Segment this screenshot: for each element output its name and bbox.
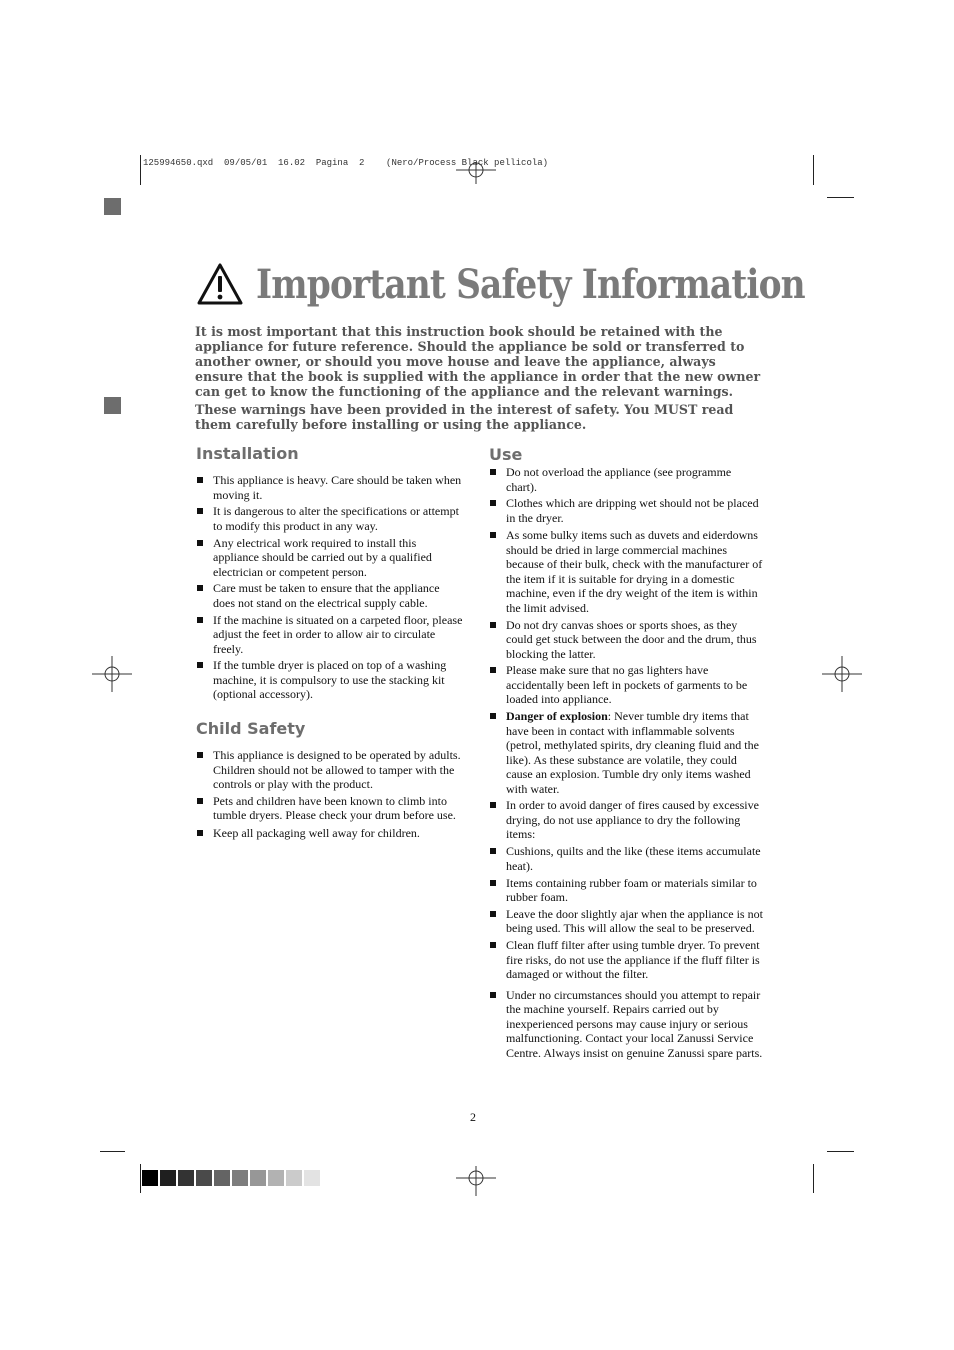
color-swatch bbox=[196, 1170, 212, 1186]
color-swatch bbox=[304, 1170, 320, 1186]
warning-triangle-icon bbox=[196, 262, 244, 306]
list-item: Cushions, quilts and the like (these items accumulate heat). bbox=[489, 844, 764, 873]
installation-heading: Installation bbox=[196, 444, 299, 463]
explosion-text: Never tumble dry items that have been in contact with inflammable solvents (petrol, methylated spirits, dry cleaning fluid and the like). As these substance are volatile, they could cause an explosion. Tumble dry only items washed with water. bbox=[506, 709, 759, 796]
gray-square bbox=[104, 198, 121, 215]
list-item: Keep all packaging well away for children. bbox=[196, 826, 464, 841]
title-block bbox=[196, 254, 894, 314]
list-item: Please make sure that no gas lighters have accidentally been left in pockets of garments to be loaded into appliance. bbox=[489, 663, 764, 707]
crop-mark bbox=[813, 155, 814, 185]
list-item: This appliance is designed to be operated by adults. Children should not be allowed to tamper with the controls or play with the product. bbox=[196, 748, 464, 792]
page-title: Important Safety Information bbox=[256, 260, 805, 308]
crop-mark bbox=[100, 1151, 125, 1152]
crop-mark bbox=[827, 197, 854, 198]
intro-text bbox=[195, 324, 765, 435]
list-item: If the machine is situated on a carpeted floor, please adjust the feet in order to allow air to circulate freely. bbox=[196, 613, 464, 657]
color-swatch bbox=[232, 1170, 248, 1186]
list-item: It is dangerous to alter the specifications or attempt to modify this product in any way. bbox=[196, 504, 464, 533]
list-item bbox=[489, 709, 764, 796]
color-swatch bbox=[250, 1170, 266, 1186]
registration-target-icon bbox=[456, 150, 496, 190]
list-item: Clean fluff filter after using tumble dryer. To prevent fire risks, do not use the appliance if the fluff filter is damaged or without the filter. bbox=[489, 938, 764, 982]
registration-target-icon bbox=[456, 1158, 496, 1198]
list-item: As some bulky items such as duvets and eiderdowns should be dried in large commercial machines because of their bulk, check with the manufacturer of the item if it is suitable for drying in a domestic machine, even if the dry weight of the item is within the limit advised. bbox=[489, 528, 764, 615]
intro-paragraph: It is most important that this instruction book should be retained with the appliance for future reference. Should the appliance be sold or transferred to another owner, or should you move house and leave the appliance, always ensure that the book is supplied with the appliance in order that the new owner can get to know the functioning of the appliance and the relevant warnings. bbox=[195, 324, 761, 399]
list-item: If the tumble dryer is placed on top of a washing machine, it is compulsory to use the stacking kit (optional accessory). bbox=[196, 658, 464, 702]
color-swatch bbox=[268, 1170, 284, 1186]
crop-mark bbox=[140, 155, 141, 185]
intro-paragraph: These warnings have been provided in the interest of safety. You MUST read them carefully before installing or using the appliance. bbox=[195, 402, 734, 432]
registration-target-icon bbox=[822, 654, 862, 694]
list-item: Pets and children have been known to climb into tumble dryers. Please check your drum before use. bbox=[196, 794, 464, 823]
use-list bbox=[489, 465, 764, 1062]
explosion-label: Danger of explosion bbox=[506, 709, 608, 724]
color-swatch bbox=[214, 1170, 230, 1186]
list-item: Any electrical work required to install this appliance should be carried out by a qualified electrician or competent person. bbox=[196, 536, 464, 580]
list-item: Care must be taken to ensure that the appliance does not stand on the electrical supply cable. bbox=[196, 581, 464, 610]
list-item: Clothes which are dripping wet should not be placed in the dryer. bbox=[489, 496, 764, 525]
printer-slug: 125994650.qxd 09/05/01 16.02 Pagina 2 (Nero/Process Black pellicola) bbox=[143, 158, 549, 168]
crop-mark bbox=[827, 1151, 854, 1152]
use-heading: Use bbox=[489, 445, 523, 464]
list-item: Leave the door slightly ajar when the appliance is not being used. This will allow the seal to be preserved. bbox=[489, 907, 764, 936]
list-item: In order to avoid danger of fires caused by excessive drying, do not use appliance to dry the following items: bbox=[489, 798, 764, 842]
page-number: 2 bbox=[470, 1110, 476, 1124]
list-item: Under no circumstances should you attempt to repair the machine yourself. Repairs carried out by inexperienced persons may cause injury or serious malfunctioning. Contact your local Zanussi Service Centre. Always insist on genuine Zanussi spare parts. bbox=[489, 988, 764, 1061]
list-item: Items containing rubber foam or materials similar to rubber foam. bbox=[489, 876, 764, 905]
color-swatch bbox=[160, 1170, 176, 1186]
crop-mark bbox=[140, 1164, 141, 1193]
color-swatch bbox=[178, 1170, 194, 1186]
installation-list bbox=[196, 473, 464, 704]
registration-target-icon bbox=[92, 654, 132, 694]
child-safety-heading: Child Safety bbox=[196, 719, 306, 738]
crop-mark bbox=[813, 1164, 814, 1193]
list-item: Do not overload the appliance (see programme chart). bbox=[489, 465, 764, 494]
explosion-separator: : bbox=[607, 709, 615, 724]
list-item: Do not dry canvas shoes or sports shoes, as they could get stuck between the door and the drum, thus blocking the latter. bbox=[489, 618, 764, 662]
color-swatch bbox=[286, 1170, 302, 1186]
list-item: This appliance is heavy. Care should be taken when moving it. bbox=[196, 473, 464, 502]
color-swatch bbox=[142, 1170, 158, 1186]
child-safety-list bbox=[196, 748, 464, 843]
gray-square bbox=[104, 397, 121, 414]
